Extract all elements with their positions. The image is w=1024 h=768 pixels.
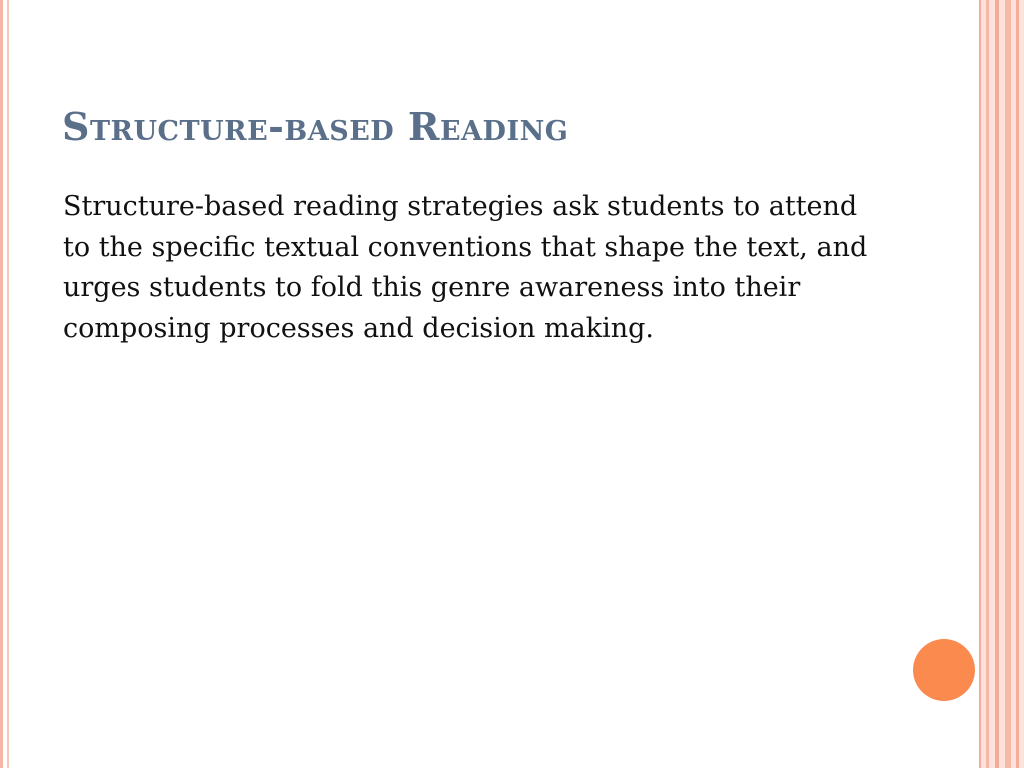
slide-title: Structure-based Reading bbox=[62, 104, 569, 149]
right-stripe-4 bbox=[1005, 0, 1011, 768]
right-stripe-5 bbox=[1016, 0, 1019, 768]
slide-body-text: Structure-based reading strategies ask students to attend to the specific textual conventions that shape the text, and urges students to fold this genre awareness into their composing processes and decision making. bbox=[63, 191, 868, 344]
left-border-stripe-inner bbox=[7, 0, 9, 768]
right-stripe-3 bbox=[995, 0, 999, 768]
right-stripe-2 bbox=[986, 0, 989, 768]
right-stripe-1 bbox=[979, 0, 981, 768]
left-border-stripe bbox=[0, 0, 3, 768]
decorative-circle-icon bbox=[913, 639, 975, 701]
